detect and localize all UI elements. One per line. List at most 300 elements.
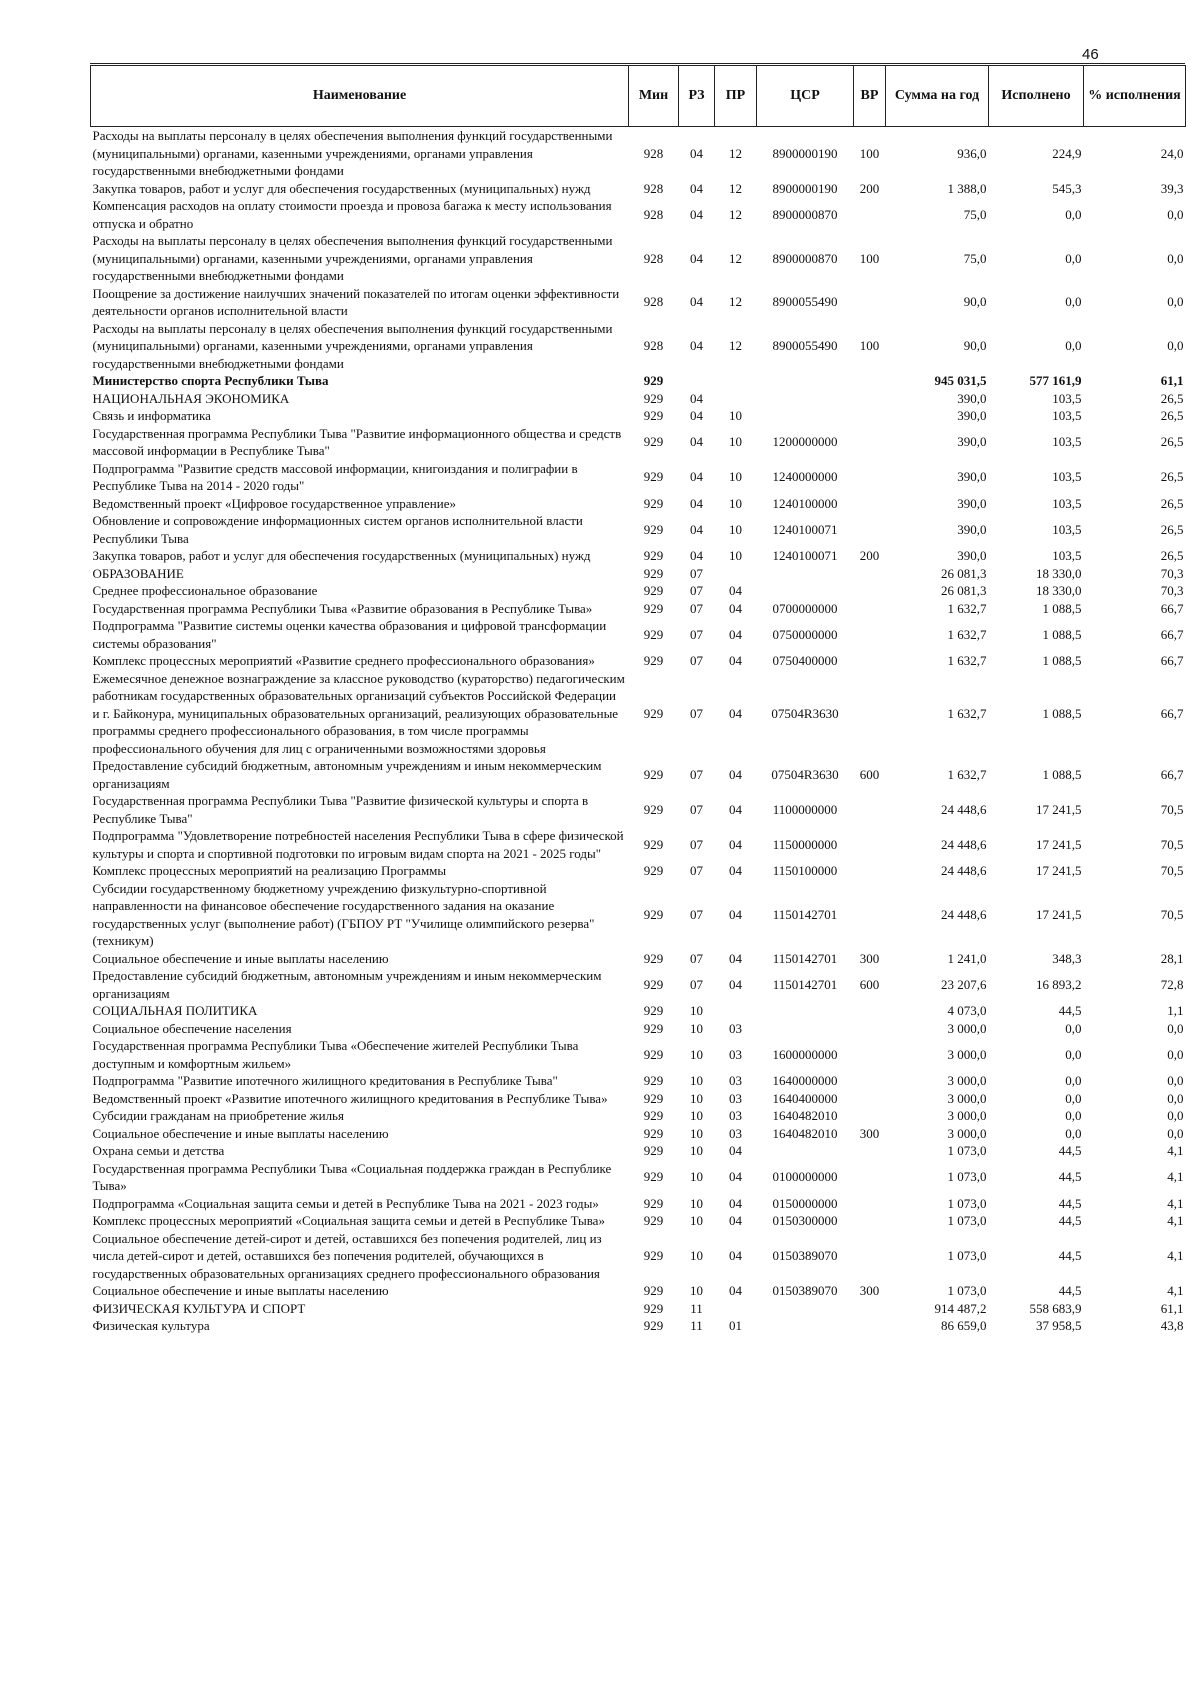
row-percent: 66,7 bbox=[1160, 653, 1184, 668]
row-sum: 1 632,7 bbox=[947, 626, 987, 642]
row-rz: 04 bbox=[690, 338, 703, 353]
row-min: 929 bbox=[643, 1169, 664, 1185]
row-rz: 07 bbox=[690, 653, 703, 668]
row-percent: 0,0 bbox=[1167, 1046, 1184, 1062]
row-name: Государственная программа Республики Тыва «Развитие образования в Республике Тыва» bbox=[92, 600, 593, 616]
row-pr bbox=[715, 1002, 757, 1020]
row-pr: 10 bbox=[729, 434, 742, 450]
row-percent: 0,0 bbox=[1167, 338, 1184, 353]
row-executed: 103,5 bbox=[1052, 434, 1082, 450]
row-executed: 0,0 bbox=[1065, 1125, 1082, 1141]
row-name: Физическая культура bbox=[92, 1318, 210, 1333]
row-sum: 1 388,0 bbox=[947, 180, 987, 196]
row-csr: 1150142701 bbox=[772, 906, 838, 922]
row-sum: 1 073,0 bbox=[947, 1283, 987, 1298]
row-sum: 1 073,0 bbox=[947, 1248, 987, 1263]
row-sum: 390,0 bbox=[957, 548, 987, 563]
row-executed: 44,5 bbox=[1058, 1003, 1082, 1018]
row-vr bbox=[854, 1195, 886, 1213]
table-row bbox=[91, 1072, 1186, 1090]
row-min: 929 bbox=[643, 863, 664, 878]
row-csr bbox=[757, 1317, 854, 1335]
row-sum: 1 632,7 bbox=[947, 766, 987, 782]
row-vr: 200 bbox=[859, 548, 880, 563]
row-min: 929 bbox=[643, 1108, 664, 1123]
row-executed: 0,0 bbox=[1065, 1073, 1082, 1088]
row-rz: 10 bbox=[690, 1046, 703, 1062]
row-vr bbox=[854, 670, 886, 758]
row-name: Комплекс процессных мероприятий «Социальная защита семьи и детей в Республике Тыва» bbox=[92, 1213, 605, 1228]
row-percent: 26,5 bbox=[1160, 408, 1184, 423]
row-sum: 4 073,0 bbox=[947, 1003, 987, 1018]
row-percent: 4,1 bbox=[1167, 1195, 1184, 1211]
row-percent: 0,0 bbox=[1167, 206, 1184, 222]
row-rz: 04 bbox=[690, 145, 703, 161]
row-csr: 0750000000 bbox=[772, 626, 838, 642]
row-pr: 04 bbox=[729, 1248, 742, 1263]
row-executed: 44,5 bbox=[1058, 1169, 1082, 1185]
row-csr: 8900000190 bbox=[772, 145, 838, 161]
row-percent: 4,1 bbox=[1167, 1248, 1184, 1263]
row-min: 928 bbox=[643, 206, 664, 222]
row-sum: 1 632,7 bbox=[947, 653, 987, 668]
row-pr: 12 bbox=[729, 145, 742, 161]
row-min: 929 bbox=[643, 705, 664, 721]
row-csr: 1240100000 bbox=[772, 495, 838, 511]
header-pr: ПР bbox=[715, 66, 757, 127]
row-min: 929 bbox=[643, 1213, 664, 1228]
row-percent: 0,0 bbox=[1167, 1125, 1184, 1141]
row-min: 929 bbox=[643, 583, 664, 598]
row-executed: 103,5 bbox=[1052, 408, 1082, 423]
row-sum: 3 000,0 bbox=[947, 1090, 987, 1106]
row-min: 929 bbox=[643, 766, 664, 782]
row-sum: 1 241,0 bbox=[947, 950, 987, 966]
row-executed: 17 241,5 bbox=[1036, 836, 1082, 852]
row-percent: 4,1 bbox=[1167, 1143, 1184, 1158]
row-executed: 44,5 bbox=[1058, 1195, 1082, 1211]
row-rz: 07 bbox=[690, 583, 703, 598]
row-csr bbox=[757, 565, 854, 583]
header-csr: ЦСР bbox=[757, 66, 854, 127]
row-rz: 07 bbox=[690, 766, 703, 782]
row-name: Поощрение за достижение наилучших значений показателей по итогам оценки эффективности деятельности органов исполнительной власти bbox=[92, 285, 620, 318]
row-executed: 1 088,5 bbox=[1042, 766, 1082, 782]
row-executed: 348,3 bbox=[1052, 950, 1082, 966]
table-row bbox=[91, 285, 1186, 320]
row-executed: 0,0 bbox=[1065, 1020, 1082, 1036]
row-pr: 03 bbox=[729, 1090, 742, 1106]
row-name: Связь и информатика bbox=[92, 408, 211, 423]
table-row bbox=[91, 127, 1186, 180]
row-csr: 0150300000 bbox=[772, 1213, 838, 1228]
table-row bbox=[91, 880, 1186, 950]
row-percent: 66,7 bbox=[1160, 626, 1184, 642]
row-rz: 07 bbox=[690, 801, 703, 817]
row-pr: 10 bbox=[729, 548, 742, 563]
table-row bbox=[91, 1020, 1186, 1038]
row-pr: 04 bbox=[729, 1169, 742, 1185]
row-vr bbox=[854, 862, 886, 880]
row-min: 929 bbox=[643, 408, 664, 423]
row-rz: 07 bbox=[690, 906, 703, 922]
row-pr bbox=[715, 1300, 757, 1318]
row-vr bbox=[854, 827, 886, 862]
table-row bbox=[91, 407, 1186, 425]
row-executed: 37 958,5 bbox=[1036, 1318, 1082, 1333]
row-csr bbox=[757, 1300, 854, 1318]
row-sum: 3 000,0 bbox=[947, 1046, 987, 1062]
row-csr: 1100000000 bbox=[772, 801, 838, 817]
row-name: Подпрограмма «Социальная защита семьи и детей в Республике Тыва на 2021 - 2023 годы» bbox=[92, 1195, 599, 1211]
row-min: 929 bbox=[643, 976, 664, 992]
header-min: Мин bbox=[629, 66, 679, 127]
row-percent: 70,3 bbox=[1160, 565, 1184, 581]
row-percent: 26,5 bbox=[1160, 548, 1184, 563]
row-min: 929 bbox=[643, 950, 664, 966]
row-executed: 17 241,5 bbox=[1036, 863, 1082, 878]
row-csr: 1600000000 bbox=[772, 1046, 838, 1062]
table-row bbox=[91, 792, 1186, 827]
row-pr: 04 bbox=[729, 1195, 742, 1211]
row-csr: 0150389070 bbox=[772, 1283, 838, 1298]
row-executed: 0,0 bbox=[1065, 250, 1082, 266]
row-pr: 04 bbox=[729, 801, 742, 817]
row-name: ОБРАЗОВАНИЕ bbox=[92, 565, 184, 581]
row-rz: 07 bbox=[690, 565, 703, 581]
table-row bbox=[91, 1142, 1186, 1160]
row-pr: 04 bbox=[729, 836, 742, 852]
row-executed: 1 088,5 bbox=[1042, 705, 1082, 721]
row-vr: 600 bbox=[859, 976, 880, 992]
row-pr: 04 bbox=[729, 950, 742, 966]
table-row bbox=[91, 1212, 1186, 1230]
row-min: 929 bbox=[643, 1046, 664, 1062]
row-percent: 26,5 bbox=[1160, 495, 1184, 511]
row-pr: 04 bbox=[729, 600, 742, 616]
row-min: 929 bbox=[643, 653, 664, 668]
row-sum: 26 081,3 bbox=[941, 583, 987, 598]
table-row bbox=[91, 495, 1186, 513]
row-vr bbox=[854, 1020, 886, 1038]
table-row bbox=[91, 1107, 1186, 1125]
row-rz: 07 bbox=[690, 976, 703, 992]
row-executed: 1 088,5 bbox=[1042, 600, 1082, 616]
row-percent: 70,5 bbox=[1160, 906, 1184, 922]
row-sum: 390,0 bbox=[957, 469, 987, 485]
row-min: 928 bbox=[643, 338, 664, 353]
row-name: Закупка товаров, работ и услуг для обеспечения государственных (муниципальных) нужд bbox=[92, 548, 591, 563]
row-executed: 103,5 bbox=[1052, 495, 1082, 511]
row-min: 929 bbox=[643, 626, 664, 642]
row-name: Ведомственный проект «Цифровое государственное управление» bbox=[92, 495, 456, 511]
row-rz: 10 bbox=[690, 1248, 703, 1263]
row-name: Комплекс процессных мероприятий «Развитие среднего профессионального образования» bbox=[92, 653, 595, 668]
table-row bbox=[91, 582, 1186, 600]
row-csr: 07504R3630 bbox=[771, 766, 839, 782]
row-rz: 10 bbox=[690, 1090, 703, 1106]
row-min: 928 bbox=[643, 180, 664, 196]
row-csr: 0150389070 bbox=[772, 1248, 838, 1263]
row-pr: 03 bbox=[729, 1073, 742, 1088]
table-row bbox=[91, 617, 1186, 652]
row-vr bbox=[854, 582, 886, 600]
table-row bbox=[91, 967, 1186, 1002]
table-row bbox=[91, 1037, 1186, 1072]
row-csr bbox=[757, 1002, 854, 1020]
row-vr bbox=[854, 880, 886, 950]
row-executed: 17 241,5 bbox=[1036, 801, 1082, 817]
row-min: 929 bbox=[643, 836, 664, 852]
row-sum: 3 000,0 bbox=[947, 1020, 987, 1036]
row-csr: 8900055490 bbox=[772, 338, 838, 353]
row-csr: 1240100071 bbox=[772, 548, 838, 563]
row-csr bbox=[757, 1142, 854, 1160]
row-executed: 1 088,5 bbox=[1042, 653, 1082, 668]
row-executed: 0,0 bbox=[1065, 1090, 1082, 1106]
table-row bbox=[91, 565, 1186, 583]
row-executed: 44,5 bbox=[1058, 1248, 1082, 1263]
row-sum: 24 448,6 bbox=[941, 906, 987, 922]
row-csr bbox=[757, 407, 854, 425]
row-rz: 10 bbox=[690, 1213, 703, 1228]
table-row bbox=[91, 862, 1186, 880]
row-name: Ведомственный проект «Развитие ипотечного жилищного кредитования в Республике Тыва» bbox=[92, 1090, 608, 1106]
row-percent: 66,7 bbox=[1160, 766, 1184, 782]
row-min: 929 bbox=[643, 801, 664, 817]
row-pr: 04 bbox=[729, 705, 742, 721]
row-sum: 3 000,0 bbox=[947, 1125, 987, 1141]
row-sum: 3 000,0 bbox=[947, 1108, 987, 1123]
row-pr: 04 bbox=[729, 1283, 742, 1298]
row-vr bbox=[854, 617, 886, 652]
row-csr: 1150142701 bbox=[772, 950, 838, 966]
row-vr: 300 bbox=[859, 950, 880, 966]
row-executed: 17 241,5 bbox=[1036, 906, 1082, 922]
row-rz: 10 bbox=[690, 1169, 703, 1185]
row-pr: 04 bbox=[729, 626, 742, 642]
row-percent: 39,3 bbox=[1160, 180, 1184, 196]
row-name: Социальное обеспечение и иные выплаты населению bbox=[92, 1125, 389, 1141]
row-sum: 75,0 bbox=[963, 206, 987, 222]
row-vr bbox=[854, 425, 886, 460]
row-rz: 07 bbox=[690, 626, 703, 642]
row-pr: 12 bbox=[729, 338, 742, 353]
row-name: Социальное обеспечение и иные выплаты населению bbox=[92, 950, 389, 966]
row-pr: 12 bbox=[729, 180, 742, 196]
row-pr: 03 bbox=[729, 1108, 742, 1123]
row-executed: 44,5 bbox=[1058, 1283, 1082, 1298]
table-header-row bbox=[91, 66, 1186, 127]
row-executed: 0,0 bbox=[1065, 1046, 1082, 1062]
row-vr bbox=[854, 460, 886, 495]
table-row bbox=[91, 372, 1186, 390]
row-vr bbox=[854, 1317, 886, 1335]
row-pr: 12 bbox=[729, 294, 742, 310]
row-rz: 11 bbox=[690, 1318, 703, 1333]
row-rz: 04 bbox=[690, 521, 703, 537]
table-row bbox=[91, 197, 1186, 232]
row-pr: 10 bbox=[729, 408, 742, 423]
table-body bbox=[91, 127, 1186, 1335]
row-rz: 04 bbox=[690, 548, 703, 563]
header-sum: Сумма на год bbox=[886, 66, 989, 127]
row-name: Государственная программа Республики Тыва "Развитие физической культуры и спорта в Республике Тыва" bbox=[92, 793, 589, 826]
row-name: Подпрограмма "Развитие системы оценки качества образования и цифровой трансформации системы образования" bbox=[92, 618, 607, 651]
header-rz: РЗ bbox=[679, 66, 715, 127]
row-name: Министерство спорта Республики Тыва bbox=[92, 373, 329, 388]
row-pr bbox=[715, 390, 757, 408]
row-name: Расходы на выплаты персоналу в целях обеспечения выполнения функций государственными (муниципальными) органами, казенными учреждениями, органами управления государственными внебюджетными фондами bbox=[92, 233, 613, 283]
row-percent: 4,1 bbox=[1167, 1213, 1184, 1228]
row-vr: 600 bbox=[859, 766, 880, 782]
row-pr: 04 bbox=[729, 1213, 742, 1228]
row-vr bbox=[854, 495, 886, 513]
row-executed: 44,5 bbox=[1058, 1213, 1082, 1228]
row-percent: 0,0 bbox=[1167, 1073, 1184, 1088]
budget-execution-table bbox=[90, 65, 1186, 1335]
table-row bbox=[91, 390, 1186, 408]
row-pr: 03 bbox=[729, 1125, 742, 1141]
row-min: 929 bbox=[643, 390, 664, 406]
row-rz: 04 bbox=[690, 206, 703, 222]
row-vr bbox=[854, 1300, 886, 1318]
table-row bbox=[91, 512, 1186, 547]
table-row bbox=[91, 320, 1186, 373]
row-name: Подпрограмма "Развитие ипотечного жилищного кредитования в Республике Тыва" bbox=[92, 1073, 558, 1088]
row-rz: 07 bbox=[690, 836, 703, 852]
row-percent: 26,5 bbox=[1160, 390, 1184, 406]
table-row bbox=[91, 180, 1186, 198]
row-executed: 0,0 bbox=[1065, 338, 1082, 353]
row-name: Предоставление субсидий бюджетным, автономным учреждениям и иным некоммерческим организациям bbox=[92, 758, 602, 791]
row-name: Компенсация расходов на оплату стоимости проезда и провоза багажа к месту использования отпуска и обратно bbox=[92, 198, 612, 231]
row-rz: 04 bbox=[690, 180, 703, 196]
row-rz: 04 bbox=[690, 495, 703, 511]
row-csr: 0100000000 bbox=[772, 1169, 838, 1185]
row-pr: 12 bbox=[729, 250, 742, 266]
row-csr: 1640400000 bbox=[772, 1090, 838, 1106]
row-pr bbox=[715, 372, 757, 390]
row-percent: 0,0 bbox=[1167, 1090, 1184, 1106]
row-min: 929 bbox=[643, 906, 664, 922]
row-vr bbox=[854, 652, 886, 670]
table-row bbox=[91, 1160, 1186, 1195]
row-name: Подпрограмма "Развитие средств массовой информации, книгоиздания и полиграфии в Республике Тыва на 2014 - 2020 годы" bbox=[92, 460, 578, 493]
row-min: 929 bbox=[643, 1143, 664, 1158]
row-percent: 66,7 bbox=[1160, 600, 1184, 616]
row-pr: 04 bbox=[729, 583, 742, 598]
row-rz: 04 bbox=[690, 250, 703, 266]
row-pr: 04 bbox=[729, 906, 742, 922]
table-row bbox=[91, 1090, 1186, 1108]
header-executed: Исполнено bbox=[989, 66, 1084, 127]
row-min: 929 bbox=[643, 1073, 664, 1088]
table-row bbox=[91, 1195, 1186, 1213]
row-vr bbox=[854, 372, 886, 390]
row-name: Среднее профессиональное образование bbox=[92, 583, 318, 598]
row-vr: 100 bbox=[859, 145, 880, 161]
row-min: 929 bbox=[643, 1125, 664, 1141]
row-executed: 18 330,0 bbox=[1036, 583, 1082, 598]
row-executed: 18 330,0 bbox=[1036, 565, 1082, 581]
row-min: 929 bbox=[643, 1195, 664, 1211]
row-name: Охрана семьи и детства bbox=[92, 1143, 225, 1158]
row-name: Подпрограмма "Удовлетворение потребностей населения Республики Тыва в сфере физической культуры и спорта и спортивной подготовки по игровым видам спорта на 2021 - 2025 годы" bbox=[92, 828, 624, 861]
row-csr: 8900055490 bbox=[772, 294, 838, 310]
row-vr bbox=[854, 285, 886, 320]
row-csr: 0700000000 bbox=[772, 600, 838, 616]
row-sum: 90,0 bbox=[963, 294, 987, 310]
row-rz: 11 bbox=[690, 1300, 703, 1316]
row-sum: 390,0 bbox=[957, 408, 987, 423]
row-sum: 3 000,0 bbox=[947, 1073, 987, 1088]
row-sum: 90,0 bbox=[963, 338, 987, 353]
row-vr: 100 bbox=[859, 338, 880, 353]
table-row bbox=[91, 652, 1186, 670]
row-pr: 01 bbox=[729, 1318, 742, 1333]
table-row bbox=[91, 1230, 1186, 1283]
row-percent: 70,3 bbox=[1160, 583, 1184, 598]
row-sum: 26 081,3 bbox=[941, 565, 987, 581]
row-sum: 936,0 bbox=[957, 145, 987, 161]
row-executed: 16 893,2 bbox=[1036, 976, 1082, 992]
row-percent: 70,5 bbox=[1160, 836, 1184, 852]
row-sum: 86 659,0 bbox=[941, 1318, 987, 1333]
row-csr: 0750400000 bbox=[772, 653, 838, 668]
row-csr: 1200000000 bbox=[772, 434, 838, 450]
table-row bbox=[91, 425, 1186, 460]
row-executed: 224,9 bbox=[1052, 145, 1082, 161]
row-pr: 04 bbox=[729, 766, 742, 782]
row-vr bbox=[854, 512, 886, 547]
row-percent: 26,5 bbox=[1160, 469, 1184, 485]
row-percent: 0,0 bbox=[1167, 294, 1184, 310]
row-vr bbox=[854, 407, 886, 425]
row-name: Комплекс процессных мероприятий на реализацию Программы bbox=[92, 863, 447, 878]
row-vr bbox=[854, 390, 886, 408]
row-vr bbox=[854, 1037, 886, 1072]
row-csr: 1150100000 bbox=[772, 863, 838, 878]
row-sum: 1 632,7 bbox=[947, 600, 987, 616]
row-csr: 8900000870 bbox=[772, 250, 838, 266]
row-csr: 1150142701 bbox=[772, 976, 838, 992]
row-sum: 1 073,0 bbox=[947, 1143, 987, 1158]
row-vr bbox=[854, 565, 886, 583]
row-sum: 24 448,6 bbox=[941, 836, 987, 852]
row-min: 929 bbox=[643, 434, 664, 450]
row-percent: 4,1 bbox=[1167, 1283, 1184, 1298]
table-row bbox=[91, 1282, 1186, 1300]
row-min: 929 bbox=[643, 1318, 664, 1333]
row-min: 929 bbox=[643, 1003, 664, 1018]
table-row bbox=[91, 1002, 1186, 1020]
table-row bbox=[91, 1300, 1186, 1318]
row-percent: 70,5 bbox=[1160, 863, 1184, 878]
row-rz: 10 bbox=[690, 1073, 703, 1088]
row-vr bbox=[854, 1142, 886, 1160]
row-min: 929 bbox=[643, 1283, 664, 1298]
row-rz: 10 bbox=[690, 1020, 703, 1036]
row-name: Государственная программа Республики Тыва «Социальная поддержка граждан в Республике Тыва» bbox=[92, 1160, 612, 1193]
row-csr: 1150000000 bbox=[772, 836, 838, 852]
row-min: 929 bbox=[643, 565, 664, 581]
header-name: Наименование bbox=[91, 66, 629, 127]
row-vr bbox=[854, 1072, 886, 1090]
row-sum: 914 487,2 bbox=[934, 1300, 987, 1316]
row-name: Субсидии гражданам на приобретение жилья bbox=[92, 1108, 344, 1123]
row-name: ФИЗИЧЕСКАЯ КУЛЬТУРА И СПОРТ bbox=[92, 1300, 306, 1316]
